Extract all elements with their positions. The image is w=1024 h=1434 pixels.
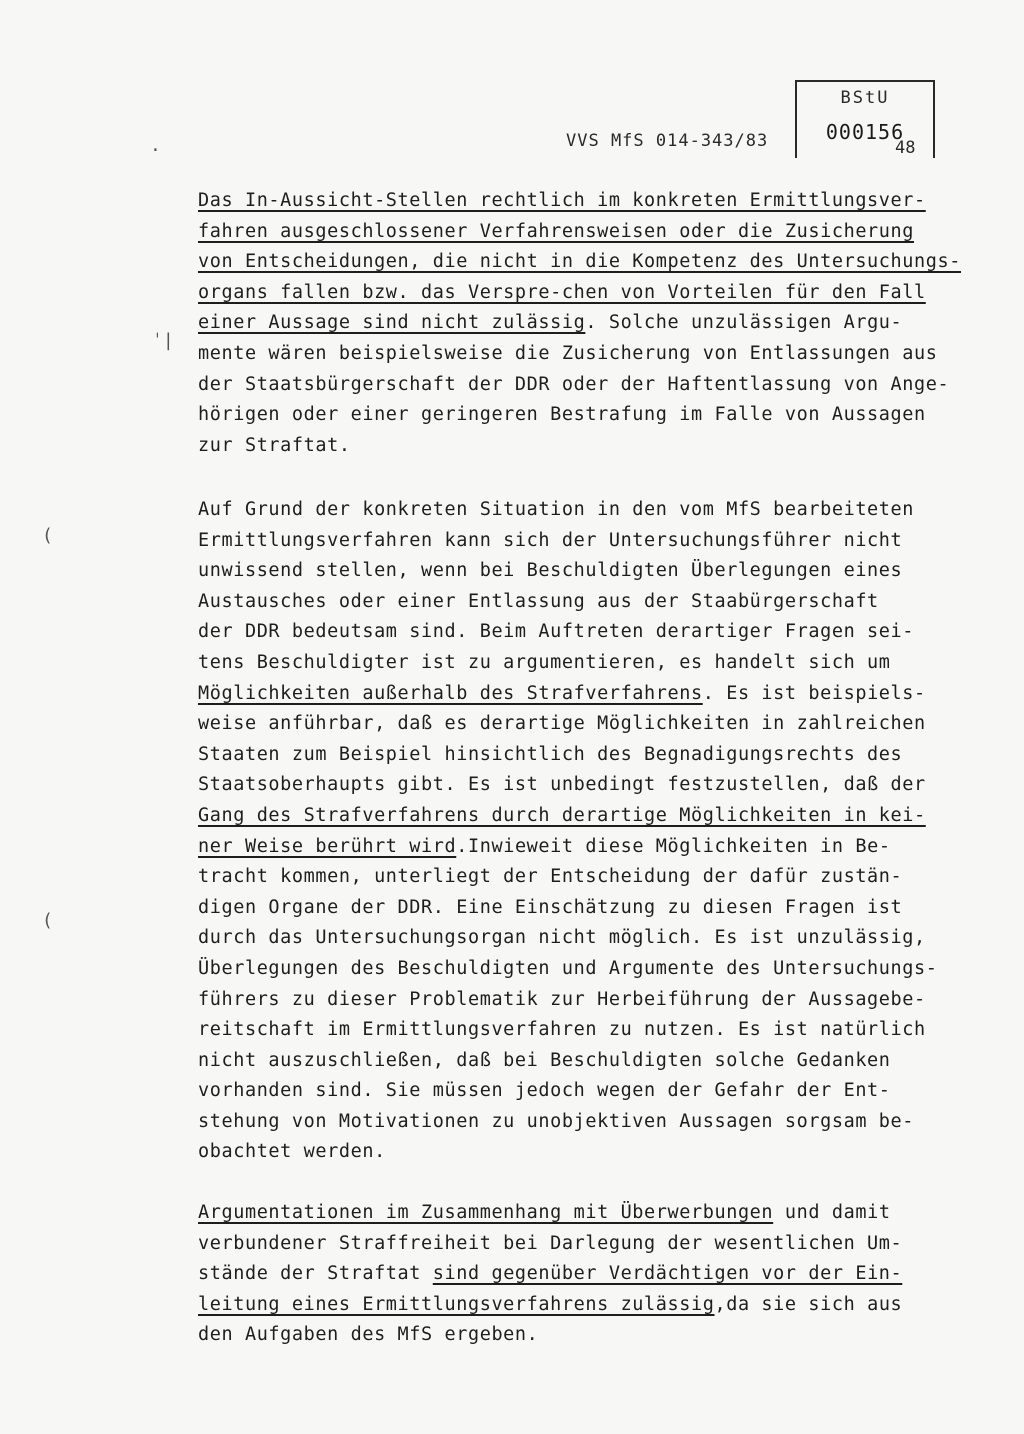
underlined-text: ner Weise berührt wird <box>198 835 457 857</box>
text-line <box>198 186 978 217</box>
underlined-text: Argumentationen im Zusammenhang mit Überwerbungen <box>198 1202 774 1223</box>
document-reference: VVS MfS 014-343/83 <box>566 131 769 151</box>
text-line <box>198 1076 978 1107</box>
text-line <box>198 370 978 401</box>
text-line <box>198 495 978 526</box>
text-line <box>198 431 978 462</box>
stamp-number: 000156 <box>825 120 905 144</box>
underlined-text: von Entscheidungen, die nicht in die Kompetenz des Untersuchungs- <box>198 251 961 273</box>
text-line <box>198 985 978 1016</box>
text-line <box>198 832 978 863</box>
text-line <box>198 1137 978 1168</box>
text-segment: Auf Grund der konkreten Situation in den vom MfS bearbeiteten <box>198 499 915 520</box>
underlined-text: organs fallen bzw. das Verspre-chen von Vorteilen für den Fall <box>198 281 926 303</box>
text-line <box>198 247 978 278</box>
text-segment: und damit <box>773 1202 891 1223</box>
text-segment: durch das Untersuchungsorgan nicht möglich. Es ist unzulässig, <box>198 927 926 949</box>
text-segment: Ermittlungsverfahren kann sich der Untersuchungsführer nicht <box>198 529 903 551</box>
underlined-text: sind gegenüber Verdächtigen vor der Ein- <box>432 1263 903 1285</box>
text-segment: stände der Straftat <box>198 1263 433 1285</box>
text-line <box>198 1320 978 1351</box>
text-segment: der DDR bedeutsam sind. Beim Auftreten derartiger Fragen sei- <box>198 621 915 643</box>
text-segment: Überlegungen des Beschuldigten und Argumente des Untersuchungs- <box>198 957 938 979</box>
text-segment: . Solche unzulässigen Argu- <box>585 312 903 334</box>
text-line <box>198 1229 978 1260</box>
text-segment: obachtet werden. <box>198 1141 386 1163</box>
underlined-text: einer Aussage sind nicht zulässig <box>198 312 586 334</box>
text-segment: Austausches oder einer Entlassung aus der Staabürgerschaft <box>198 590 879 612</box>
text-line <box>198 893 978 924</box>
text-line <box>198 339 978 370</box>
text-line <box>198 1259 978 1290</box>
text-line <box>198 617 978 648</box>
text-segment: weise anführbar, daß es derartige Möglichkeiten in zahlreichen <box>198 713 926 735</box>
text-segment: . Es ist beispiels- <box>702 682 926 704</box>
underlined-text: leitung eines Ermittlungsverfahrens zulässig <box>198 1293 715 1315</box>
text-segment: verbundener Straffreiheit bei Darlegung der wesentlichen Um- <box>198 1232 903 1254</box>
text-segment: mente wären beispielsweise die Zusicherung von Entlassungen aus <box>198 342 938 364</box>
underlined-text: Möglichkeiten außerhalb des Strafverfahrens <box>198 682 703 704</box>
text-segment: stehung von Motivationen zu unobjektiven Aussagen sorgsam be- <box>198 1110 915 1132</box>
margin-mark: ( <box>42 910 53 931</box>
text-segment: hörigen oder einer geringeren Bestrafung im Falle von Aussagen <box>198 404 926 426</box>
text-line <box>198 278 978 309</box>
page-number: 48 <box>895 138 916 158</box>
text-segment: führers zu dieser Problematik zur Herbeiführung der Aussagebe- <box>198 988 926 1010</box>
text-line <box>198 400 978 431</box>
text-line <box>198 1015 978 1046</box>
text-line <box>198 801 978 832</box>
paragraph-1 <box>198 186 978 461</box>
text-line <box>198 1107 978 1138</box>
text-segment: unwissend stellen, wenn bei Beschuldigten Überlegungen eines <box>198 560 903 582</box>
stamp-label: BStU <box>840 88 890 108</box>
text-segment: der Staatsbürgerschaft der DDR oder der Haftentlassung von Ange- <box>198 373 950 395</box>
text-line <box>198 679 978 710</box>
text-line <box>198 740 978 771</box>
text-line <box>198 526 978 557</box>
text-line <box>198 587 978 618</box>
text-segment: ,da sie sich aus <box>714 1293 903 1315</box>
margin-mark: ˈ| <box>152 330 174 351</box>
text-line <box>198 308 978 339</box>
text-line <box>198 954 978 985</box>
text-segment: reitschaft im Ermittlungsverfahren zu nutzen. Es ist natürlich <box>198 1019 926 1041</box>
text-line <box>198 648 978 679</box>
text-segment: .Inwieweit diese Möglichkeiten in Be- <box>456 835 891 857</box>
margin-mark: · <box>150 140 161 161</box>
underlined-text: fahren ausgeschlossener Verfahrensweisen oder die Zusicherung <box>198 220 915 242</box>
text-segment: nicht auszuschließen, daß bei Beschuldigten solche Gedanken <box>198 1049 891 1071</box>
text-segment: zur Straftat. <box>198 434 351 456</box>
text-line <box>198 1198 978 1229</box>
text-line <box>198 923 978 954</box>
text-line <box>198 217 978 248</box>
text-segment: Staatsoberhaupts gibt. Es ist unbedingt festzustellen, daß der <box>198 774 926 796</box>
margin-mark: ( <box>42 525 53 546</box>
text-line <box>198 556 978 587</box>
text-line <box>198 1290 978 1321</box>
text-line <box>198 862 978 893</box>
text-segment: Staaten zum Beispiel hinsichtlich des Begnadigungsrechts des <box>198 743 903 765</box>
underlined-text: Gang des Strafverfahrens durch derartige Möglichkeiten in kei- <box>198 804 926 826</box>
text-line <box>198 770 978 801</box>
text-line <box>198 709 978 740</box>
text-segment: vorhanden sind. Sie müssen jedoch wegen der Gefahr der Ent- <box>198 1080 891 1102</box>
text-segment: den Aufgaben des MfS ergeben. <box>198 1324 539 1346</box>
text-segment: digen Organe der DDR. Eine Einschätzung zu diesen Fragen ist <box>198 896 903 918</box>
text-line <box>198 1046 978 1077</box>
paragraph-3 <box>198 1198 978 1351</box>
text-segment: tracht kommen, unterliegt der Entscheidung der dafür zustän- <box>198 866 903 888</box>
underlined-text: Das In-Aussicht-Stellen rechtlich im konkreten Ermittlungsver- <box>198 190 926 211</box>
paragraph-2 <box>198 495 978 1168</box>
text-segment: tens Beschuldigter ist zu argumentieren, es handelt sich um <box>198 651 891 673</box>
